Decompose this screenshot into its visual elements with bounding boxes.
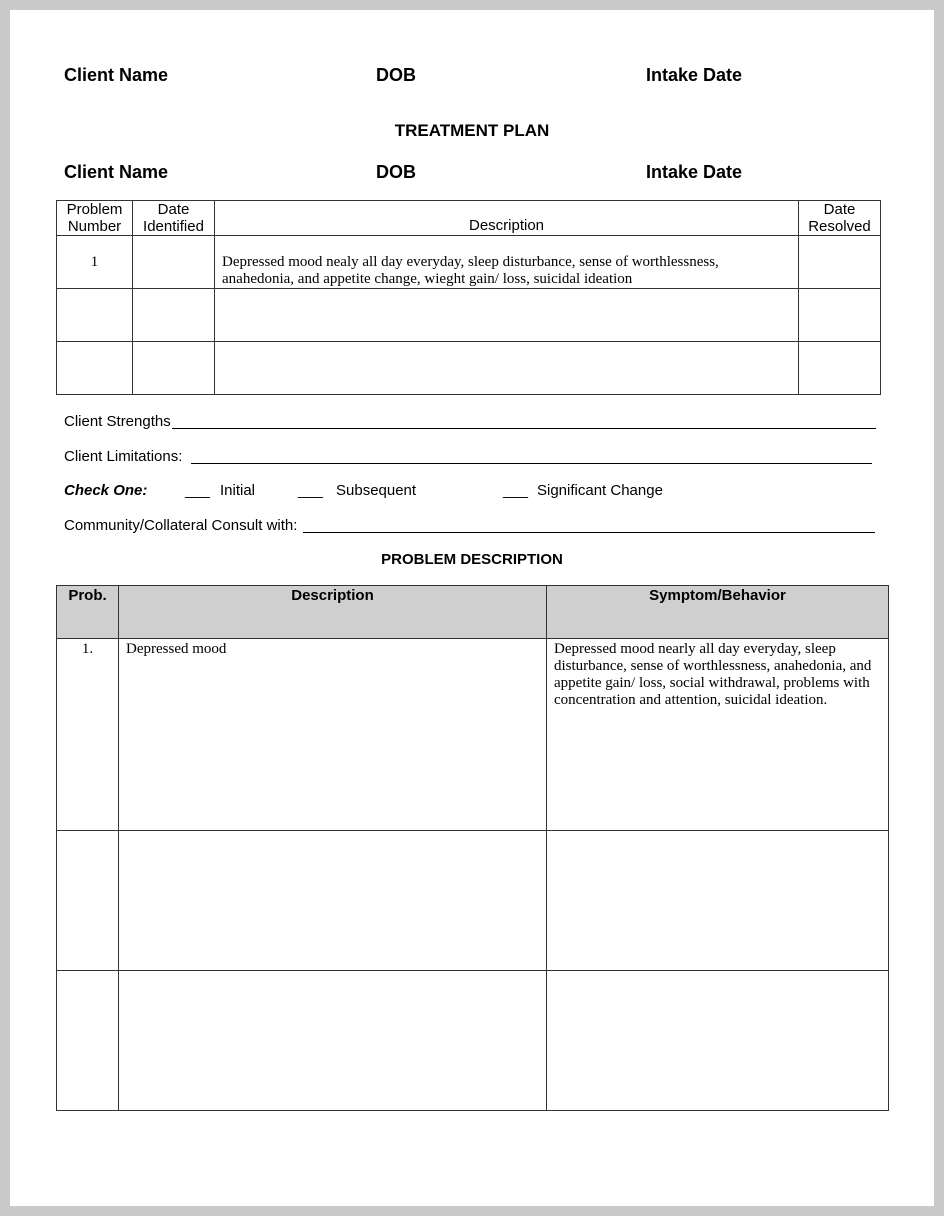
header-symptom: Symptom/Behavior — [547, 586, 889, 639]
symptom-cell[interactable] — [547, 971, 889, 1111]
prob-number: 1. — [81, 641, 94, 657]
table-row — [57, 971, 889, 1111]
community-consult-label: Community/Collateral Consult with: — [64, 517, 298, 534]
header-date-identified: Date Identified — [133, 201, 215, 236]
client-name-label: Client Name — [64, 65, 169, 85]
date-identified-cell[interactable] — [133, 342, 215, 395]
client-limitations-label: Client Limitations: — [64, 448, 183, 465]
table-row — [57, 831, 889, 971]
significant-change-label: Significant Change — [537, 482, 663, 499]
description-cell[interactable] — [119, 971, 547, 1111]
problem-description: Depressed mood nealy all day everyday, sleep disturbance, sense of worthlessness, anahedonia, and appetite change, wieght gain/ loss, suicidal ideation — [222, 254, 719, 287]
prob-cell[interactable] — [57, 971, 119, 1111]
description-cell[interactable] — [119, 831, 547, 971]
problem-number-cell[interactable] — [57, 342, 133, 395]
problem-number-cell[interactable] — [57, 289, 133, 342]
problem-table — [56, 200, 881, 395]
subsequent-label: Subsequent — [336, 482, 417, 499]
check-one-label: Check One: — [64, 482, 148, 499]
table-row — [57, 639, 889, 831]
dob-label: DOB — [376, 65, 416, 85]
prob-cell[interactable] — [57, 831, 119, 971]
date-resolved-cell[interactable] — [799, 342, 881, 395]
client-strengths-label: Client Strengths — [64, 413, 171, 430]
problem-number: 1 — [90, 254, 99, 270]
description-text: Depressed mood — [126, 641, 227, 657]
symptom-cell[interactable] — [547, 831, 889, 971]
client-name-label-2: Client Name — [64, 162, 169, 182]
client-limitations-line[interactable] — [191, 463, 872, 464]
description-table — [56, 585, 889, 1111]
significant-change-checkbox[interactable]: ___ — [503, 482, 529, 499]
header-description-2: Description — [119, 586, 547, 639]
date-identified-cell[interactable] — [133, 236, 215, 289]
intake-date-label-2: Intake Date — [646, 162, 743, 182]
page-title: TREATMENT PLAN — [394, 121, 550, 140]
table-row — [57, 236, 881, 289]
intake-date-label: Intake Date — [646, 65, 743, 85]
symptom-text: Depressed mood nearly all day everyday, sleep disturbance, sense of worthlessness, anahedonia, and appetite gain/ loss, social withdrawal, problems with concentration and attention, suicidal ideation. — [554, 641, 872, 708]
problem-description-cell[interactable] — [215, 342, 799, 395]
initial-label: Initial — [220, 482, 256, 499]
initial-checkbox[interactable]: ___ — [185, 482, 211, 499]
document-page — [10, 10, 934, 1206]
header-date-resolved: Date Resolved — [799, 201, 881, 236]
subsequent-checkbox[interactable]: ___ — [298, 482, 324, 499]
header-prob: Prob. — [57, 586, 119, 639]
problem-description-title: PROBLEM DESCRIPTION — [381, 551, 563, 568]
date-resolved-cell[interactable] — [799, 236, 881, 289]
date-resolved-cell[interactable] — [799, 289, 881, 342]
header-problem-number: Problem Number — [57, 201, 133, 236]
dob-label-2: DOB — [376, 162, 416, 182]
table-row — [57, 342, 881, 395]
community-consult-line[interactable] — [303, 532, 875, 533]
table-row — [57, 289, 881, 342]
problem-description-cell[interactable] — [215, 289, 799, 342]
client-strengths-line[interactable] — [172, 428, 876, 429]
header-description: Description — [215, 201, 799, 236]
date-identified-cell[interactable] — [133, 289, 215, 342]
